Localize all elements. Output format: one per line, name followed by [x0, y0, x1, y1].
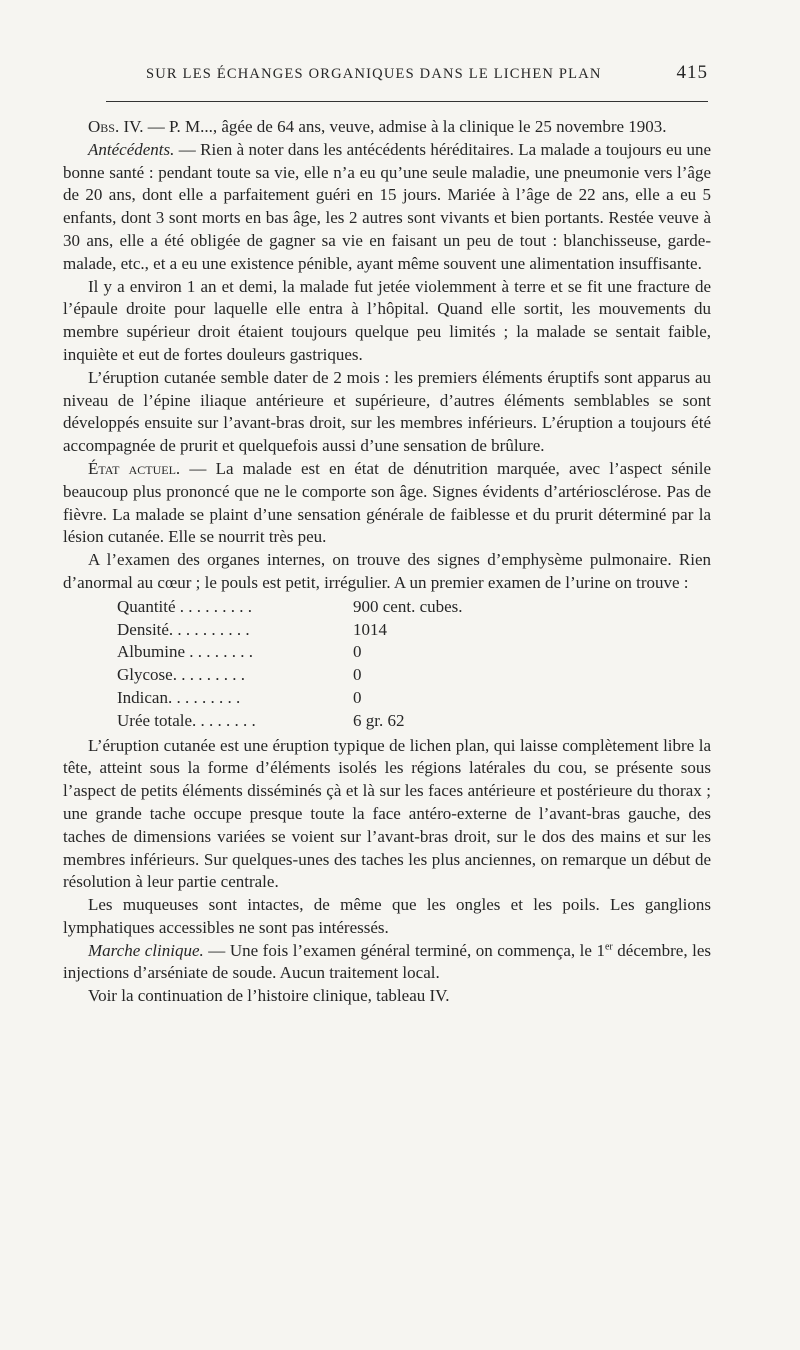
urine-label: Densité. . . . . . . . . . — [117, 619, 250, 639]
running-title: SUR LES ÉCHANGES ORGANIQUES DANS LE LICHEN PLAN — [146, 66, 602, 82]
body-text — [63, 116, 711, 1008]
voir-paragraph: Voir la continuation de l’histoire clinique, tableau IV. — [88, 986, 450, 1006]
urine-results-table — [117, 596, 463, 733]
urine-value: 6 gr. 62 — [353, 710, 405, 730]
etat-paragraph — [63, 458, 711, 549]
examen-paragraph: A l’examen des organes internes, on trouve des signes d’emphysème pulmonaire. Rien d’anormal au cœur ; le pouls est petit, irrégulier. A un premier examen de l’urine on trouve : — [63, 550, 711, 592]
obs-label: Obs. IV. — [88, 117, 144, 136]
table-row — [117, 619, 463, 642]
page-number: 415 — [676, 62, 708, 83]
antecedents-text: — Rien à noter dans les antécédents héréditaires. La malade a toujours eu une bonne santé : pendant toute sa vie, elle n’a eu qu’une seule maladie, une pneumonie vers l’âge de 20 ans, dont elle a parfaitement guéri en 15 jours. Mariée à l’âge de 22 ans, elle a eu 5 enfants, dont 3 sont morts en bas âge, les 2 autres sont vivants et bien portants. Restée veuve à 30 ans, elle a été obligée de gagner sa vie en faisant un peu de tout : blanchisseuse, garde-malade, etc., et a eu une existence pénible, ayant même souvent une alimentation insuffisante. — [63, 139, 711, 273]
marche-label: Marche clinique. — [88, 940, 204, 960]
eruption-description-paragraph: L’éruption cutanée est une éruption typique de lichen plan, qui laisse complètement libre la tête, atteint sous la forme d’éléments isolés les régions latérales du cou, se présente sous l’aspect de petits éléments disséminés çà et là sur les faces antérieure et postérieure du thorax ; une grande tache occupe presque toute la face antéro-externe de l’avant-bras gauche, des taches de dimensions variées se voient sur l’avant-bras droit, sur le dos des mains et sur les membres inférieurs. Sur quelques-unes des taches les plus anciennes, on remarque un début de résolution à leur partie centrale. — [63, 735, 711, 892]
muqueuses-paragraph: Les muqueuses sont intactes, de même que les ongles et les poils. Les ganglions lymphatiques accessibles ne sont pas intéressés. — [63, 895, 711, 937]
marche-text-before: — Une fois l’examen général terminé, on commença, le 1 — [203, 940, 605, 960]
fracture-paragraph: Il y a environ 1 an et demi, la malade fut jetée violemment à terre et se fit une fracture de l’épaule droite pour laquelle elle entra à l’hôpital. Quand elle sortit, les mouvements du membre supérieur droit étaient toujours quelque peu limités ; la malade se sentait faible, inquiète et eut de fortes douleurs gastriques. — [63, 276, 711, 364]
etat-label: État actuel. — [88, 458, 181, 478]
running-head — [106, 62, 708, 84]
urine-value: 0 — [353, 687, 362, 707]
etat-text: — La malade est en état de dénutrition marquée, avec l’aspect sénile beaucoup plus prononcé que ne le comporte son âge. Signes évidents d’artériosclérose. Pas de fièvre. La malade se plaint d’une sensation générale de faiblesse et du prurit déterminé par la lésion cutanée. Elle se nourrit très peu. — [63, 458, 711, 547]
urine-label: Indican. . . . . . . . . — [117, 687, 241, 707]
table-row — [117, 710, 463, 733]
table-row — [117, 687, 463, 710]
ordinal-superscript: er — [604, 941, 613, 953]
eruption-onset-paragraph: L’éruption cutanée semble dater de 2 mois : les premiers éléments éruptifs sont apparus au niveau de l’épine iliaque antérieure et supérieure, d’autres éléments semblables se sont développés ensuite sur l’avant-bras droit, sur les membres inférieurs. L’éruption a toujours été accompagnée de prurit et quelquefois aussi d’une sensation de brûlure. — [63, 367, 711, 456]
urine-value: 1014 — [353, 619, 387, 639]
urine-label: Urée totale. . . . . . . . — [117, 710, 256, 730]
urine-label: Albumine . . . . . . . . — [117, 642, 253, 662]
urine-label: Quantité . . . . . . . . . — [117, 596, 253, 616]
urine-value: 0 — [353, 642, 362, 662]
urine-value: 0 — [353, 665, 362, 685]
header-rule — [106, 101, 708, 102]
urine-label: Glycose. . . . . . . . . — [117, 665, 245, 685]
table-row — [117, 641, 463, 664]
obs-text: — P. M..., âgée de 64 ans, veuve, admise à la clinique le 25 novembre 1903. — [143, 117, 667, 136]
antecedents-paragraph — [63, 139, 711, 276]
table-row — [117, 664, 463, 687]
marche-text-after: décembre, les injections d’arséniate de soude. Aucun traitement local. — [63, 940, 712, 983]
table-row — [117, 596, 463, 619]
obs-paragraph — [63, 116, 711, 139]
antecedents-label: Antécédents. — [88, 139, 175, 159]
marche-paragraph — [63, 940, 711, 986]
urine-value: 900 cent. cubes. — [353, 596, 463, 616]
